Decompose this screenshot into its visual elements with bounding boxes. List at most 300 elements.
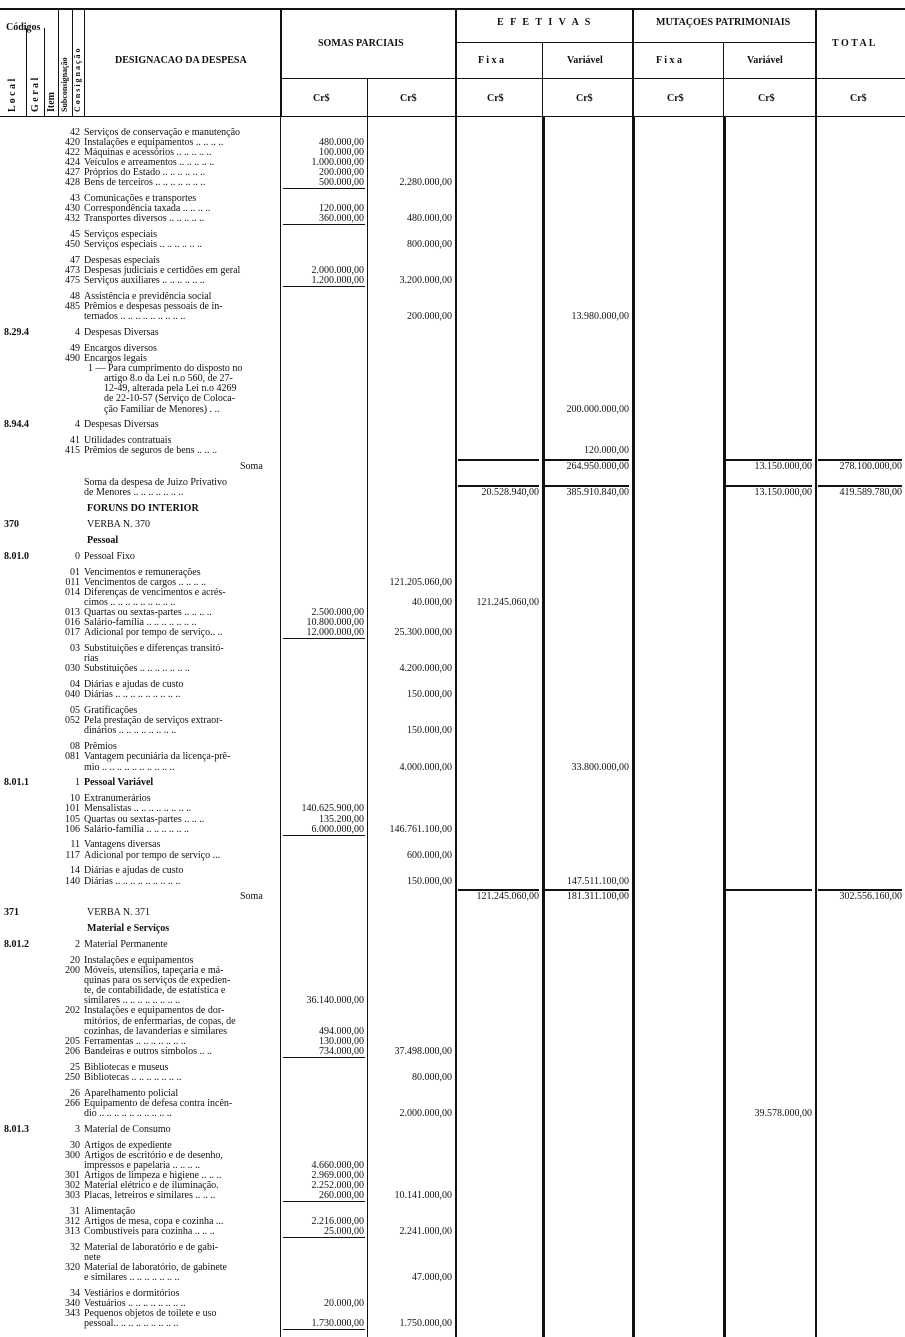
row-amount-mv: 39.578.000,00 (754, 1107, 812, 1119)
row-item-code: 01 (70, 567, 80, 579)
row-description: mitórios, de enfermarias, de copas, de (84, 1015, 236, 1027)
row-description: Vantagens diversas (84, 839, 161, 851)
row-description: Artigos de escritório e de desenho, (84, 1149, 223, 1161)
row-amount-ev: 385.910.840,00 (566, 487, 629, 499)
currency-header-5: Cr$ (667, 93, 684, 104)
partial-sum-rule (283, 188, 365, 189)
row-item-code: 490 (65, 353, 80, 365)
row-description: Pessoal Fixo (84, 551, 135, 563)
body-rule-efet (632, 116, 635, 1337)
row-description: Vencimentos e remunerações (84, 567, 201, 579)
row-item-code: 415 (65, 445, 80, 457)
row-description: Móveis, utensílios, tapeçaria e má- (84, 965, 224, 977)
row-item-code: 016 (65, 617, 80, 629)
row-description: cozinhas, de lavanderias e similares (84, 1025, 227, 1037)
row-amount-p1: 140.625.900,00 (301, 803, 364, 815)
row-description: Diárias .. .. .. .. .. .. .. .. .. (84, 689, 181, 701)
row-amount-p2: 47.000,00 (412, 1271, 452, 1283)
row-item-code: 300 (65, 1149, 80, 1161)
row-local-code: 370 (4, 519, 19, 531)
row-amount-p1: 135.200,00 (319, 813, 364, 825)
variavel-header: Variável (567, 55, 603, 66)
row-description: Alimentação (84, 1205, 136, 1217)
row-description: Vestiários e dormitórios (84, 1287, 180, 1299)
row-description: 12-49, alterada pela Lei n.o 4269 (104, 383, 237, 395)
row-description: Veículos e arreamentos .. .. .. .. .. (84, 157, 215, 169)
row-item-code: 2 (75, 939, 80, 951)
row-description: Bens de terceiros .. .. .. .. .. .. .. (84, 177, 206, 189)
partial-sum-rule (283, 1237, 365, 1238)
row-amount-tot: 419.589.780,00 (839, 487, 902, 499)
partial-sum-rule (283, 1201, 365, 1202)
row-amount-ev: 13.980.000,00 (571, 311, 629, 323)
row-item-code: 485 (65, 301, 80, 313)
row-item-code: 052 (65, 715, 80, 727)
row-amount-p1: 25.000,00 (324, 1225, 364, 1237)
row-description: Ferramentas .. .. .. .. .. .. .. (84, 1035, 186, 1047)
row-description: Mensalistas .. .. .. .. .. .. .. .. (84, 803, 192, 815)
row-item-code: 205 (65, 1035, 80, 1047)
row-amount-p1: 360.000,00 (319, 213, 364, 225)
row-item-code: 200 (65, 965, 80, 977)
row-local-code: 371 (4, 907, 19, 919)
row-item-code: 10 (70, 793, 80, 805)
hdr-div-somas (455, 8, 457, 116)
row-item-code: 47 (70, 255, 80, 267)
row-description: de 22-10-57 (Serviço de Coloca- (104, 393, 236, 405)
row-item-code: 4 (75, 327, 80, 339)
body-rule-somas (455, 116, 457, 1337)
row-description: artigo 8.o da Lei n.o 560, de 27- (104, 373, 233, 385)
row-amount-p2: 4.000.000,00 (399, 761, 452, 773)
row-item-code: 206 (65, 1045, 80, 1057)
row-description: Material Permanente (84, 939, 168, 951)
row-description: Diárias e ajudas de custo (84, 679, 184, 691)
total-header: T O T A L (832, 38, 876, 49)
row-amount-p1: 260.000,00 (319, 1189, 364, 1201)
row-description: Material de Consumo (84, 1123, 171, 1135)
row-description: Serviços especiais .. .. .. .. .. .. (84, 239, 203, 251)
row-item-code: 301 (65, 1169, 80, 1181)
row-description: Salário-família .. .. .. .. .. .. (84, 823, 189, 835)
row-description: Placas, letreiros e similares .. .. .. (84, 1189, 216, 1201)
row-description: Quartas ou sextas-partes .. .. .. .. (84, 607, 212, 619)
row-item-code: 08 (70, 741, 80, 753)
row-item-code: 41 (70, 435, 80, 447)
row-item-code: 140 (65, 875, 80, 887)
row-item-code: 422 (65, 147, 80, 159)
row-description: te, de contabilidade, de estatística e (84, 985, 226, 997)
row-description: ção Familiar de Menores) . .. (104, 403, 220, 415)
row-description: Prêmios e despesas pessoais de in- (84, 301, 223, 313)
row-item-code: 430 (65, 203, 80, 215)
row-description: Transportes diversos .. .. .. .. .. (84, 213, 205, 225)
row-item-code: 48 (70, 291, 80, 303)
row-description: Aparelhamento policial (84, 1087, 179, 1099)
row-item-code: 250 (65, 1071, 80, 1083)
row-description: Salário-família .. .. .. .. .. .. .. (84, 617, 197, 629)
row-amount-p2: 121.205.060,00 (389, 577, 452, 589)
top-border (0, 8, 905, 10)
row-amount-p1: 2.000.000,00 (311, 265, 364, 277)
row-description: Soma da despesa de Juizo Privativo (84, 477, 228, 489)
row-item-code: 20 (70, 955, 80, 967)
total-rule (818, 459, 902, 461)
row-description: Material elétrico e de iluminação. (84, 1179, 219, 1191)
row-description: Despesas especiais (84, 255, 160, 267)
currency-header-1: Cr$ (313, 93, 330, 104)
row-amount-p1: 36.140.000,00 (306, 995, 364, 1007)
efetivas-header: E F E T I V A S (497, 17, 593, 28)
row-description: e similares .. .. .. .. .. .. .. (84, 1271, 180, 1283)
row-amount-p1: 480.000,00 (319, 137, 364, 148)
row-local-code: 8.01.3 (4, 1123, 29, 1135)
row-description: Gratificações (84, 705, 138, 717)
row-item-code: 014 (65, 587, 80, 599)
row-description: Máquinas e acessórios .. .. .. .. .. (84, 147, 212, 159)
row-item-code: 03 (70, 643, 80, 655)
row-description: Material e Serviços (87, 923, 170, 935)
hdr-div-item (58, 8, 59, 116)
row-amount-p2: 200.000,00 (407, 311, 452, 323)
row-description: Prêmios de seguros de bens .. .. .. (84, 445, 218, 457)
row-amount-p2: 37.498.000,00 (394, 1045, 452, 1057)
row-item-code: 4 (75, 419, 80, 431)
row-description: Artigos de mesa, copa e cozinha ... (84, 1215, 224, 1227)
row-description: pessoal.. .. .. .. .. .. .. .. .. (84, 1318, 179, 1329)
row-amount-p2: 25.300.000,00 (394, 627, 452, 639)
mutacoes-header: MUTAÇOES PATRIMONIAIS (656, 17, 791, 28)
row-description: dio .. .. .. .. .. .. .. .. .. .. (84, 1107, 172, 1119)
row-amount-p2: 480.000,00 (407, 213, 452, 225)
row-item-code: 040 (65, 689, 80, 701)
row-description: Utilidades contratuais (84, 435, 172, 447)
row-description: Extranumerários (84, 793, 151, 805)
row-item-code: 202 (65, 1005, 80, 1017)
row-description: Quartas ou sextas-partes .. .. .. (84, 813, 205, 825)
row-amount-ev: 200.000.000,00 (566, 403, 629, 415)
row-item-code: 266 (65, 1097, 80, 1109)
row-amount-ev: 33.800.000,00 (571, 761, 629, 773)
row-description: FORUNS DO INTERIOR (87, 503, 199, 515)
row-item-code: 117 (65, 849, 80, 861)
row-description: Pessoal (87, 535, 119, 547)
row-description: Adicional por tempo de serviço.. .. (84, 627, 223, 639)
row-description: dinários .. .. .. .. .. .. .. .. (84, 725, 177, 737)
local-header: L o c a l (7, 78, 18, 112)
subconsignacao-header: Subconsignação (60, 57, 69, 112)
row-description: VERBA N. 370 (87, 519, 151, 531)
row-amount-p1: 4.660.000,00 (311, 1159, 364, 1171)
row-item-code: 343 (65, 1307, 80, 1319)
row-amount-ev: 181.311.100,00 (566, 891, 629, 903)
row-description: Vestuários .. .. .. .. .. .. .. .. (84, 1297, 186, 1309)
row-description: Material de laboratório, de gabinete (84, 1261, 227, 1273)
row-local-code: 8.01.2 (4, 939, 29, 951)
row-item-code: 313 (65, 1225, 80, 1237)
row-description: Despesas Diversas (84, 327, 159, 339)
row-description: rias (84, 653, 99, 665)
hdr-div-somas-mid (367, 78, 368, 116)
row-description: Substituições .. .. .. .. .. .. .. (84, 663, 190, 675)
body-rule-somas-mid (367, 116, 368, 1337)
row-amount-p1: 120.000,00 (319, 203, 364, 215)
row-description: Combustíveis para cozinha .. .. .. (84, 1225, 215, 1237)
total-rule (818, 485, 902, 487)
row-local-code: 8.01.0 (4, 551, 29, 563)
row-description: Assistência e previdência social (84, 291, 212, 303)
row-item-code: 011 (65, 577, 80, 589)
row-amount-tot: 302.556.160,00 (839, 891, 902, 903)
row-item-code: 432 (65, 213, 80, 225)
row-description: Pessoal Variável (84, 777, 154, 789)
row-description: Encargos diversos (84, 343, 157, 355)
row-amount-p1: 130.000,00 (319, 1035, 364, 1047)
row-item-code: 1 (75, 777, 80, 789)
row-local-code: 8.01.1 (4, 777, 29, 789)
row-amount-ef: 20.528.940,00 (481, 487, 539, 499)
row-description: Correspondência taxada .. .. .. .. (84, 203, 211, 215)
row-item-code: 42 (70, 127, 80, 138)
row-amount-p2: 2.241.000,00 (399, 1225, 452, 1237)
row-item-code: 26 (70, 1087, 80, 1099)
partial-sum-rule (283, 286, 365, 287)
row-item-code: 473 (65, 265, 80, 277)
row-amount-p1: 494.000,00 (319, 1025, 364, 1037)
row-amount-p2: 80.000,00 (412, 1071, 452, 1083)
total-rule (818, 889, 902, 891)
row-item-code: 340 (65, 1297, 80, 1309)
row-description: Bibliotecas .. .. .. .. .. .. .. (84, 1071, 182, 1083)
row-description: nete (84, 1251, 101, 1263)
row-description: Instalações e equipamentos de dor- (84, 1005, 225, 1017)
row-description: Soma (240, 461, 263, 473)
row-amount-p2: 150.000,00 (407, 875, 452, 887)
currency-header-4: Cr$ (576, 93, 593, 104)
row-amount-p1: 1.730.000,00 (311, 1318, 364, 1329)
row-description: Vantagem pecuniária da licença-prê- (84, 751, 231, 763)
row-item-code: 303 (65, 1189, 80, 1201)
codigos-header: Códigos (6, 22, 41, 33)
row-description: Bibliotecas e museus (84, 1061, 169, 1073)
header-currency-top-border (280, 78, 905, 79)
row-item-code: 05 (70, 705, 80, 717)
total-rule (458, 889, 539, 891)
row-local-code: 8.94.4 (4, 419, 29, 431)
hdr-div-mut-mid (723, 42, 724, 116)
row-item-code: 105 (65, 813, 80, 825)
row-item-code: 081 (65, 751, 80, 763)
row-description: Serviços especiais (84, 229, 158, 241)
partial-sum-rule (283, 638, 365, 639)
row-item-code: 320 (65, 1261, 80, 1273)
row-amount-p1: 1.200.000,00 (311, 275, 364, 287)
header-efetivas-sub-border (455, 42, 815, 43)
row-description: Diárias e ajudas de custo (84, 865, 184, 877)
fixa-header: F i x a (478, 55, 505, 66)
row-description: Equipamento de defesa contra incên- (84, 1097, 233, 1109)
hdr-div-geral (44, 28, 45, 116)
row-description: Serviços auxiliares .. .. .. .. .. .. (84, 275, 205, 287)
row-description: Artigos de limpeza e higiene .. .. .. (84, 1169, 222, 1181)
row-amount-ev: 120.000,00 (584, 445, 629, 457)
hdr-div-local (26, 28, 27, 116)
row-description: Encargos legais (84, 353, 147, 365)
row-item-code: 017 (65, 627, 80, 639)
hdr-div-desig (280, 8, 282, 116)
row-item-code: 11 (70, 839, 80, 851)
row-amount-p2: 40.000,00 (412, 597, 452, 609)
body-rule-mut-mid (723, 116, 726, 1337)
row-description: Instalações e equipamentos (84, 955, 194, 967)
row-description: Artigos de expediente (84, 1139, 172, 1151)
row-item-code: 0 (75, 551, 80, 563)
row-item-code: 450 (65, 239, 80, 251)
row-item-code: 14 (70, 865, 80, 877)
row-description: impressos e papelaria .. .. .. .. (84, 1159, 201, 1171)
row-item-code: 04 (70, 679, 80, 691)
row-description: Diferenças de vencimentos e acrés- (84, 587, 226, 599)
total-rule (458, 459, 539, 461)
row-amount-p1: 200.000,00 (319, 167, 364, 179)
row-item-code: 32 (70, 1241, 80, 1253)
row-item-code: 34 (70, 1287, 80, 1299)
row-description: Material de laboratório e de gabi- (84, 1241, 219, 1253)
row-item-code: 427 (65, 167, 80, 179)
row-description: Comunicações e transportes (84, 193, 197, 205)
row-description: VERBA N. 371 (87, 907, 151, 919)
row-amount-mv: 13.150.000,00 (754, 461, 812, 473)
row-item-code: 013 (65, 607, 80, 619)
row-amount-p2: 3.200.000,00 (399, 275, 452, 287)
row-description: Soma (240, 891, 263, 903)
row-item-code: 420 (65, 137, 80, 148)
row-item-code: 3 (75, 1123, 80, 1135)
hdr-div-cons (84, 8, 85, 116)
row-description: Instalações e equipamentos .. .. .. .. (84, 137, 224, 148)
row-amount-p2: 4.200.000,00 (399, 663, 452, 675)
row-amount-p1: 500.000,00 (319, 177, 364, 189)
partial-sum-rule (283, 1057, 365, 1058)
header-bottom-border (0, 116, 905, 117)
row-amount-ef: 121.245.060,00 (476, 597, 539, 609)
row-description: Prêmios (84, 741, 117, 753)
consignacao-header: C o n s i g n a ç ã o (73, 48, 82, 112)
fixa2-header: F i x a (656, 55, 683, 66)
somas-parciais-header: SOMAS PARCIAIS (318, 38, 404, 49)
row-amount-p2: 146.761.100,00 (389, 823, 452, 835)
partial-sum-rule (283, 1329, 365, 1330)
row-amount-p1: 2.252.000,00 (311, 1179, 364, 1191)
row-amount-p2: 10.141.000,00 (394, 1189, 452, 1201)
row-amount-ev: 264.950.000,00 (566, 461, 629, 473)
row-amount-p2: 1.750.000,00 (399, 1318, 452, 1329)
row-amount-p1: 6.000.000,00 (311, 823, 364, 835)
row-description: 1 — Para cumprimento do disposto no (88, 363, 243, 375)
total-rule (545, 459, 629, 461)
row-amount-p2: 150.000,00 (407, 689, 452, 701)
row-amount-p1: 2.969.000,00 (311, 1169, 364, 1181)
row-amount-p1: 2.500.000,00 (311, 607, 364, 619)
row-description: Pequenos objetos de toilete e uso (84, 1307, 217, 1319)
row-item-code: 475 (65, 275, 80, 287)
row-item-code: 43 (70, 193, 80, 205)
row-amount-p1: 2.216.000,00 (311, 1215, 364, 1227)
currency-header-6: Cr$ (758, 93, 775, 104)
row-description: Pela prestação de serviços extraor- (84, 715, 223, 727)
row-item-code: 424 (65, 157, 80, 169)
row-description: Serviços de conservação e manutenção (84, 127, 241, 138)
total-rule (458, 485, 539, 487)
row-description: Substituições e diferenças transitó- (84, 643, 224, 655)
row-description: Diárias .. .. .. .. .. .. .. .. .. (84, 875, 181, 887)
row-description: Despesas judiciais e certidões em geral (84, 265, 241, 277)
row-amount-p1: 100.000,00 (319, 147, 364, 159)
row-item-code: 428 (65, 177, 80, 189)
row-description: cimos .. .. .. .. .. .. .. .. .. (84, 597, 176, 609)
row-amount-p2: 150.000,00 (407, 725, 452, 737)
row-description: Bandeiras e outros símbolos .. .. (84, 1045, 213, 1057)
geral-header: G e r a l (30, 77, 41, 112)
row-item-code: 45 (70, 229, 80, 241)
designacao-header: DESIGNACAO DA DESPESA (115, 55, 247, 66)
hdr-div-efet-mid (542, 42, 543, 116)
currency-header-2: Cr$ (400, 93, 417, 104)
total-rule (726, 459, 812, 461)
row-amount-p2: 800.000,00 (407, 239, 452, 251)
row-description: Próprios do Estado .. .. .. .. .. .. (84, 167, 206, 179)
row-amount-p1: 10.800.000,00 (306, 617, 364, 629)
partial-sum-rule (283, 224, 365, 225)
total-rule (545, 889, 629, 891)
row-amount-p2: 600.000,00 (407, 849, 452, 861)
row-item-code: 106 (65, 823, 80, 835)
row-amount-p1: 734.000,00 (319, 1045, 364, 1057)
row-item-code: 30 (70, 1139, 80, 1151)
hdr-div-efet (632, 8, 634, 116)
body-rule-mut (815, 116, 817, 1337)
currency-header-3: Cr$ (487, 93, 504, 104)
variavel2-header: Variável (747, 55, 783, 66)
row-amount-p2: 2.280.000,00 (399, 177, 452, 189)
row-amount-p1: 1.000.000,00 (311, 157, 364, 169)
body-rule-efet-mid (542, 116, 545, 1337)
row-description: de Menores .. .. .. .. .. .. .. (84, 487, 184, 499)
row-amount-ef: 121.245.060,00 (476, 891, 539, 903)
row-item-code: 25 (70, 1061, 80, 1073)
total-rule (545, 485, 629, 487)
body-rule-desig (280, 116, 281, 1337)
total-rule (726, 889, 812, 891)
hdr-div-mut (815, 8, 817, 116)
row-amount-p2: 2.000.000,00 (399, 1107, 452, 1119)
row-item-code: 030 (65, 663, 80, 675)
row-amount-p1: 12.000.000,00 (306, 627, 364, 639)
row-description: Despesas Diversas (84, 419, 159, 431)
row-description: similares .. .. .. .. .. .. .. .. (84, 995, 181, 1007)
row-description: ternados .. .. .. .. .. .. .. .. .. (84, 311, 186, 323)
item-header: Item (46, 92, 57, 112)
row-description: Adicional por tempo de serviço ... (84, 849, 221, 861)
partial-sum-rule (283, 835, 365, 836)
total-rule (726, 485, 812, 487)
row-amount-mv: 13.150.000,00 (754, 487, 812, 499)
row-item-code: 101 (65, 803, 80, 815)
row-amount-tot: 278.100.000,00 (839, 461, 902, 473)
row-local-code: 8.29.4 (4, 327, 29, 339)
row-item-code: 31 (70, 1205, 80, 1217)
row-amount-ev: 147.511.100,00 (566, 875, 629, 887)
